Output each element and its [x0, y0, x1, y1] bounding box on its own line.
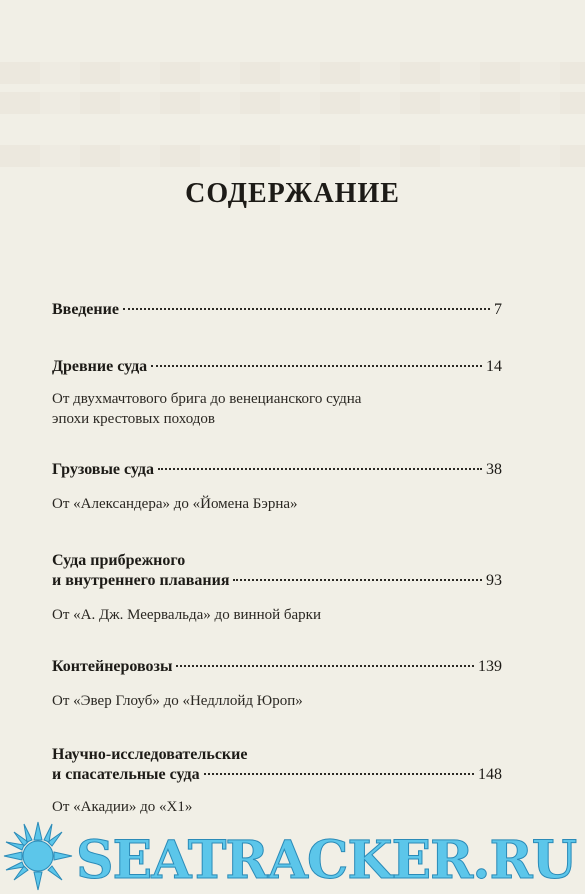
- toc-entry-title: Древние суда: [52, 358, 148, 375]
- toc-page-number: 14: [486, 358, 502, 375]
- toc-title-line: [52, 300, 502, 320]
- toc-entry-title: и спасательные суда: [52, 766, 200, 783]
- toc-entry-subtitle: От «Александера» до «Йомена Бэрна»: [52, 496, 298, 512]
- toc-entry-title: Контейнеровозы: [52, 658, 173, 675]
- toc-entry-title: Введение: [52, 301, 119, 318]
- dot-leader: [233, 579, 482, 581]
- page-title: СОДЕРЖАНИЕ: [185, 178, 400, 209]
- dot-leader: [123, 308, 490, 310]
- toc-page-number: 139: [478, 658, 502, 675]
- toc-entry-coastal-ships: [52, 551, 502, 625]
- dot-leader: [176, 665, 474, 667]
- toc-title-line: [52, 765, 502, 785]
- toc-entry-ancient-ships: [52, 357, 502, 429]
- toc-entry-title-first-line: Суда прибрежного: [52, 552, 186, 569]
- toc-title-line: [52, 657, 502, 677]
- toc-title-line: [52, 460, 502, 480]
- toc-entry-title: Грузовые суда: [52, 461, 155, 478]
- show-through-band: [0, 145, 585, 167]
- toc-entry-research-ships: [52, 745, 502, 817]
- toc-title-line: [52, 571, 502, 591]
- toc-page-number: 93: [486, 572, 502, 589]
- dot-leader: [151, 365, 482, 367]
- sun-icon: [2, 820, 74, 892]
- toc-entry-introduction: [52, 300, 502, 320]
- show-through-band: [0, 62, 585, 84]
- watermark: [0, 808, 585, 894]
- toc-entry-subtitle: От двухмачтового брига до венецианского судна: [52, 391, 362, 407]
- toc-entry-subtitle: От «Эвер Глоуб» до «Недллойд Юроп»: [52, 693, 303, 709]
- toc-entry-title-first-line: Научно-исследовательские: [52, 746, 248, 763]
- toc-page-number: 7: [494, 301, 502, 318]
- show-through-band: [0, 92, 585, 114]
- toc-entry-title: и внутреннего плавания: [52, 572, 230, 589]
- toc-page-number: 148: [478, 766, 502, 783]
- dot-leader: [158, 468, 482, 470]
- toc-entry-subtitle: эпохи крестовых походов: [52, 411, 215, 427]
- toc-entry-cargo-ships: [52, 460, 502, 514]
- toc-entry-subtitle: От «А. Дж. Меервальда» до винной барки: [52, 607, 321, 623]
- toc-entry-subtitle: От «Акадии» до «X1»: [52, 799, 193, 815]
- toc-entry-container-ships: [52, 657, 502, 711]
- watermark-text: SEATRACKER.RU: [76, 830, 577, 891]
- toc-title-line: [52, 357, 502, 377]
- dot-leader: [204, 773, 474, 775]
- toc-page-number: 38: [486, 461, 502, 478]
